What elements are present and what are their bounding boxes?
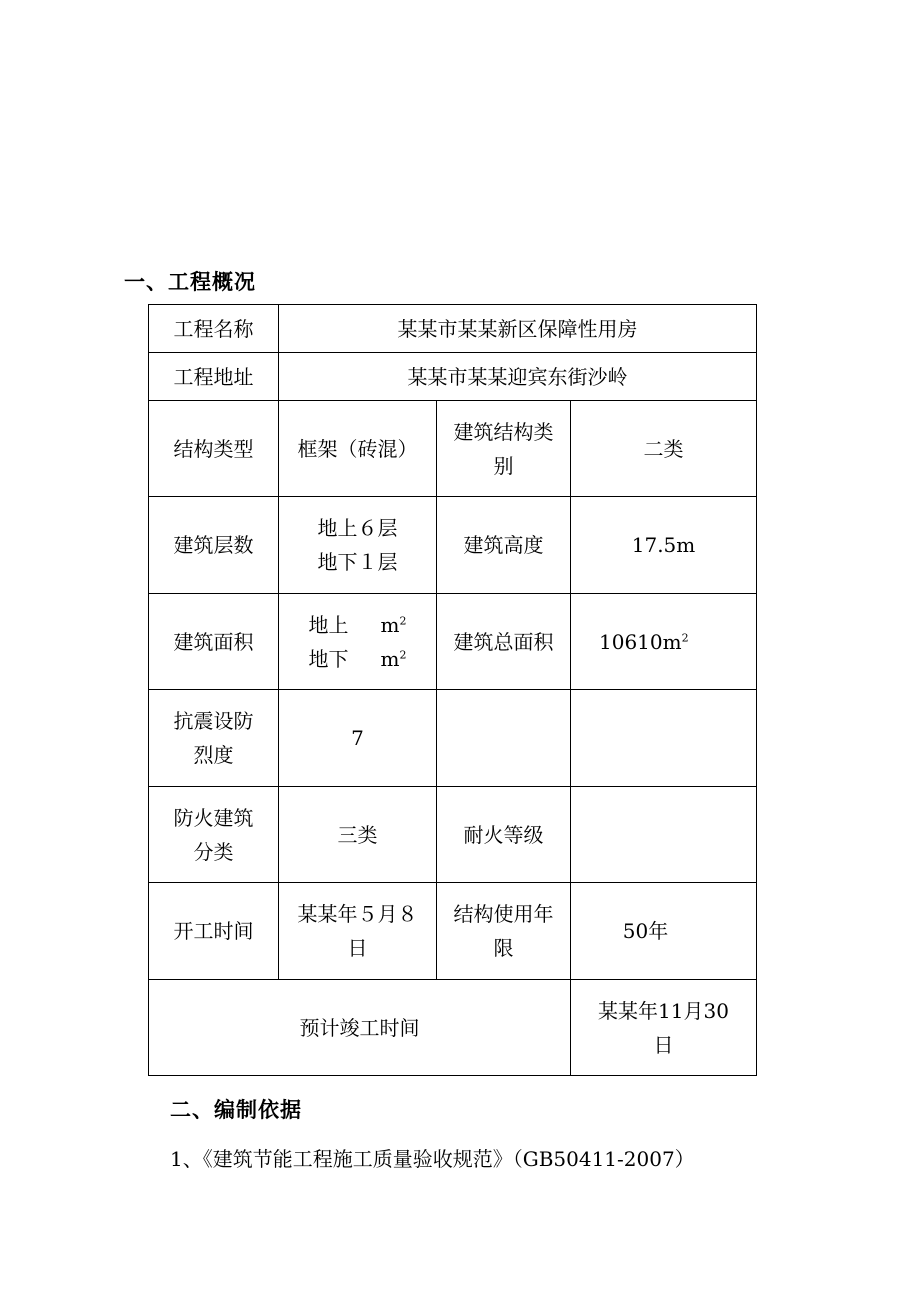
service-life-label-line1: 结构使用年 <box>453 902 554 926</box>
table-row <box>149 980 757 1076</box>
completion-date-label: 预计竣工时间 <box>149 980 571 1076</box>
height-value: 17.5m <box>571 497 757 594</box>
table-row <box>149 594 757 690</box>
completion-date-line1: 某某年11月30 <box>598 998 729 1023</box>
section-title-overview: 一、工程概况 <box>124 270 256 294</box>
table-row <box>149 690 757 787</box>
structure-category-label <box>437 401 571 497</box>
start-date-label: 开工时间 <box>149 883 279 980</box>
empty-cell <box>571 787 757 883</box>
area-value <box>279 594 437 690</box>
floors-above: 地上６层 <box>317 516 398 540</box>
fire-class-label-line2: 分类 <box>193 839 234 864</box>
empty-cell <box>571 690 757 787</box>
table-row <box>149 883 757 980</box>
area-unit: $m^2$ <box>380 646 407 671</box>
service-life-label-line2: 限 <box>493 936 514 960</box>
service-life-label <box>437 883 571 980</box>
fire-class-label-line1: 防火建筑 <box>173 805 254 830</box>
structure-type-value: 框架（砖混） <box>279 401 437 497</box>
fire-class-value: 三类 <box>279 787 437 883</box>
floors-label: 建筑层数 <box>149 497 279 594</box>
start-date-line2: 日 <box>347 936 368 960</box>
area-above-label: 地上 <box>308 612 349 637</box>
start-date-line1: 某某年５月８ <box>297 902 418 926</box>
seismic-label <box>149 690 279 787</box>
project-address-label: 工程地址 <box>149 353 279 401</box>
area-unit: $m^2$ <box>380 612 407 637</box>
structure-category-label-line2: 别 <box>493 453 514 478</box>
table-row <box>149 497 757 594</box>
seismic-label-line2: 烈度 <box>193 743 234 767</box>
area-above <box>283 608 432 642</box>
start-date-value <box>279 883 437 980</box>
height-label: 建筑高度 <box>437 497 571 594</box>
project-name-value: 某某市某某新区保障性用房 <box>279 305 757 353</box>
total-area-value: $10610m^2$ <box>571 594 757 690</box>
area-below <box>283 642 432 676</box>
fire-rating-label: 耐火等级 <box>437 787 571 883</box>
project-overview-table <box>148 304 757 1076</box>
floors-below: 地下１层 <box>317 550 398 574</box>
seismic-label-line1: 抗震设防 <box>173 709 254 733</box>
empty-cell <box>437 690 571 787</box>
section-title-basis: 二、编制依据 <box>170 1098 302 1122</box>
table-row <box>149 401 757 497</box>
basis-item-1: 1、《建筑节能工程施工质量验收规范》（GB50411-2007） <box>170 1147 695 1171</box>
completion-date-line2: 日 <box>653 1032 674 1057</box>
floors-value <box>279 497 437 594</box>
area-below-label: 地下 <box>308 646 349 671</box>
completion-date-value <box>571 980 757 1076</box>
total-area-label: 建筑总面积 <box>437 594 571 690</box>
fire-class-label <box>149 787 279 883</box>
project-address-value: 某某市某某迎宾东街沙岭 <box>279 353 757 401</box>
table-row <box>149 305 757 353</box>
seismic-value: 7 <box>279 690 437 787</box>
structure-type-label: 结构类型 <box>149 401 279 497</box>
service-life-value: 50年 <box>571 883 757 980</box>
area-label: 建筑面积 <box>149 594 279 690</box>
table-row <box>149 787 757 883</box>
table-row <box>149 353 757 401</box>
structure-category-label-line1: 建筑结构类 <box>453 419 554 444</box>
structure-category-value: 二类 <box>571 401 757 497</box>
project-name-label: 工程名称 <box>149 305 279 353</box>
